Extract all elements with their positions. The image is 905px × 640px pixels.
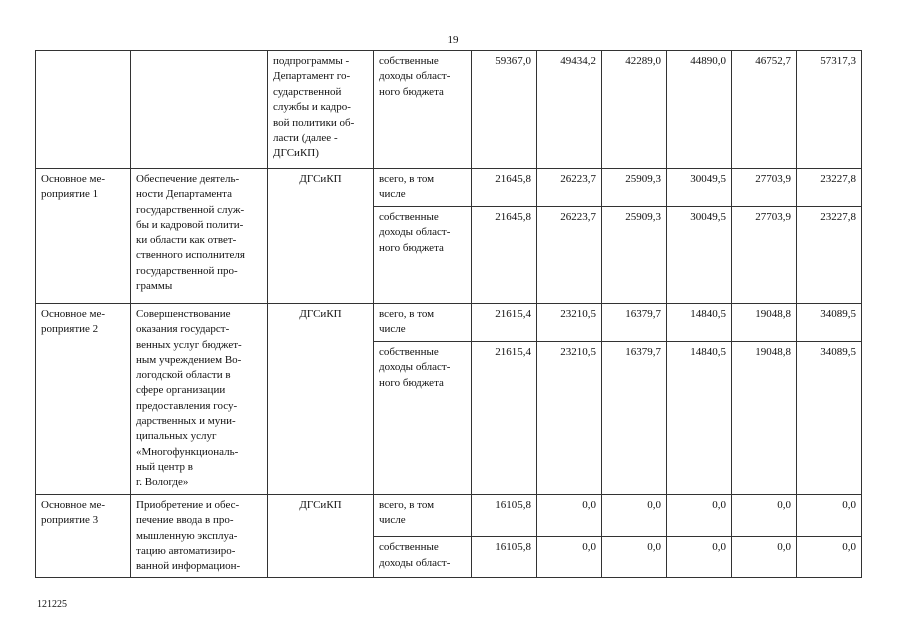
- value-cell: 16105,8: [472, 495, 537, 537]
- value-cell: 14840,5: [667, 304, 732, 342]
- program-description-cell: Обеспечение деятель- ности Департамента государственной служ- бы и кадровой полити- ки области как ответ- ственного исполнителя государственной про- граммы: [131, 169, 268, 304]
- value-cell: 27703,9: [732, 207, 797, 304]
- value-cell: 0,0: [537, 537, 602, 578]
- value-cell: 59367,0: [472, 51, 537, 169]
- value-cell: 16105,8: [472, 537, 537, 578]
- value-cell: 0,0: [602, 537, 667, 578]
- value-cell: 49434,2: [537, 51, 602, 169]
- value-cell: 23227,8: [797, 207, 862, 304]
- program-description-cell: Приобретение и обес- печение ввода в про- мышленную эксплуа- тацию автоматизиро- ванной информацион-: [131, 495, 268, 578]
- value-cell: 21615,4: [472, 304, 537, 342]
- value-cell: 44890,0: [667, 51, 732, 169]
- value-cell: 30049,5: [667, 169, 732, 207]
- value-cell: 34089,5: [797, 342, 862, 495]
- budget-table: [35, 50, 862, 578]
- table-row: [36, 51, 862, 169]
- value-cell: 19048,8: [732, 304, 797, 342]
- executor-cell: подпрограммы - Департамент го- сударственной службы и кадро- вой политики об- ласти (далее - ДГСиКП): [268, 51, 374, 169]
- value-cell: 30049,5: [667, 207, 732, 304]
- funding-source-cell: собственные доходы област- ного бюджета: [374, 342, 472, 495]
- value-cell: 0,0: [797, 537, 862, 578]
- program-name-cell: [36, 51, 131, 169]
- program-description-cell: Совершенствование оказания государст- венных услуг бюджет- ным учреждением Во- логодской области в сфере организации предоставления госу- дарственных и муни- ципальных услуг «Многофункциональ- ный центр в г. Вологде»: [131, 304, 268, 495]
- value-cell: 21645,8: [472, 169, 537, 207]
- value-cell: 26223,7: [537, 207, 602, 304]
- funding-source-cell: собственные доходы област- ного бюджета: [374, 207, 472, 304]
- table-row: [36, 495, 862, 537]
- value-cell: 0,0: [732, 495, 797, 537]
- value-cell: 23210,5: [537, 342, 602, 495]
- value-cell: 25909,3: [602, 207, 667, 304]
- value-cell: 0,0: [537, 495, 602, 537]
- value-cell: 27703,9: [732, 169, 797, 207]
- funding-source-cell: всего, в том числе: [374, 169, 472, 207]
- executor-cell: ДГСиКП: [268, 495, 374, 578]
- value-cell: 46752,7: [732, 51, 797, 169]
- value-cell: 23227,8: [797, 169, 862, 207]
- value-cell: 26223,7: [537, 169, 602, 207]
- table-row: [36, 169, 862, 207]
- funding-source-cell: собственные доходы област- ного бюджета: [374, 51, 472, 169]
- value-cell: 57317,3: [797, 51, 862, 169]
- value-cell: 21615,4: [472, 342, 537, 495]
- value-cell: 16379,7: [602, 304, 667, 342]
- value-cell: 34089,5: [797, 304, 862, 342]
- value-cell: 0,0: [667, 537, 732, 578]
- value-cell: 21645,8: [472, 207, 537, 304]
- funding-source-cell: всего, в том числе: [374, 495, 472, 537]
- value-cell: 0,0: [602, 495, 667, 537]
- value-cell: 25909,3: [602, 169, 667, 207]
- value-cell: 16379,7: [602, 342, 667, 495]
- program-name-cell: Основное ме- роприятие 2: [36, 304, 131, 495]
- value-cell: 0,0: [667, 495, 732, 537]
- executor-cell: ДГСиКП: [268, 304, 374, 495]
- value-cell: 0,0: [732, 537, 797, 578]
- value-cell: 19048,8: [732, 342, 797, 495]
- value-cell: 23210,5: [537, 304, 602, 342]
- program-name-cell: Основное ме- роприятие 3: [36, 495, 131, 578]
- document-code: 121225: [37, 599, 67, 610]
- executor-cell: ДГСиКП: [268, 169, 374, 304]
- value-cell: 14840,5: [667, 342, 732, 495]
- value-cell: 42289,0: [602, 51, 667, 169]
- funding-source-cell: собственные доходы област-: [374, 537, 472, 578]
- funding-source-cell: всего, в том числе: [374, 304, 472, 342]
- table-row: [36, 304, 862, 342]
- value-cell: 0,0: [797, 495, 862, 537]
- page-number: 19: [447, 34, 459, 46]
- program-name-cell: Основное ме- роприятие 1: [36, 169, 131, 304]
- program-description-cell: [131, 51, 268, 169]
